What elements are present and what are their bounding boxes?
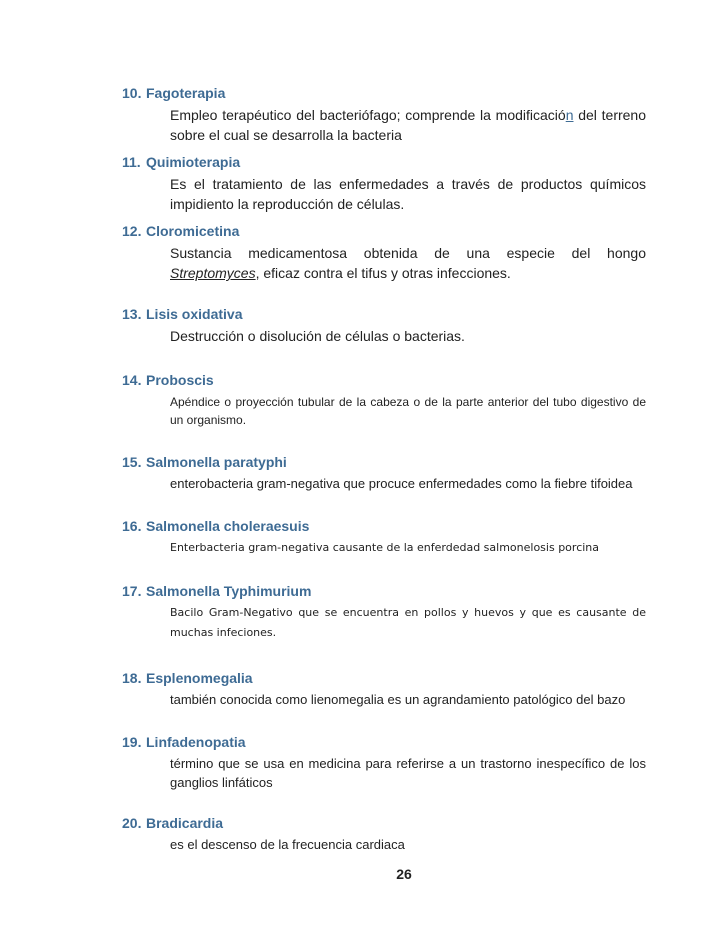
- entry-title: Salmonella paratyphi: [146, 454, 287, 470]
- entry-number: 15.: [122, 454, 142, 470]
- entry-title: Cloromicetina: [146, 223, 240, 239]
- marked-letter: n: [565, 107, 574, 123]
- entry-definition: es el descenso de la frecuencia cardiaca: [170, 837, 405, 852]
- entry-definition: enterobacteria gram-negativa que procuce enfermedades como la fiebre tifoidea: [170, 476, 633, 491]
- entry-heading: [122, 85, 646, 102]
- entry-heading: [122, 583, 646, 600]
- glossary-entry-salmonella-typhimurium: [122, 583, 646, 643]
- genus-name: Streptomyces: [170, 265, 256, 281]
- entry-title: Quimioterapia: [146, 154, 241, 170]
- entry-title: Fagoterapia: [146, 85, 226, 101]
- entry-definition: término que se usa en medicina para referirse a un trastorno inespecífico de los ganglios linfáticos: [170, 756, 646, 790]
- glossary-entry-salmonella-choleraesuis: [122, 518, 646, 558]
- entry-number: 10.: [122, 85, 142, 101]
- entry-title: Esplenomegalia: [146, 670, 253, 686]
- entry-number: 13.: [122, 306, 142, 322]
- glossary-entry-salmonella-paratyphi: [122, 454, 646, 493]
- entry-number: 20.: [122, 815, 142, 831]
- entry-heading: [122, 454, 646, 471]
- entry-title: Salmonella choleraesuis: [146, 518, 310, 534]
- entry-definition: Empleo terapéutico del bacteriófago; comprende la modificación del terreno sobre el cual se desarrolla la bacteria: [170, 107, 646, 143]
- entry-number: 17.: [122, 583, 142, 599]
- entry-definition: Enterbacteria gram-negativa causante de la enferdedad salmonelosis porcina: [170, 541, 600, 554]
- entry-title: Lisis oxidativa: [146, 306, 243, 322]
- glossary-entry-lisis-oxidativa: [122, 306, 646, 346]
- entry-number: 11.: [122, 154, 141, 170]
- glossary-entry-proboscis: [122, 372, 646, 429]
- entry-definition: Es el tratamiento de las enfermedades a través de productos químicos impidiento la reproducción de células.: [170, 176, 646, 212]
- glossary-entry-linfadenopatia: [122, 734, 646, 792]
- glossary-entry-fagoterapia: [122, 85, 646, 145]
- entry-heading: [122, 815, 646, 832]
- glossary-entry-cloromicetina: [122, 223, 646, 283]
- entry-heading: [122, 154, 646, 171]
- entry-number: 14.: [122, 372, 142, 388]
- entry-definition: Destrucción o disolución de células o bacterias.: [170, 328, 465, 344]
- entry-number: 18.: [122, 670, 142, 686]
- glossary-entry-quimioterapia: [122, 154, 646, 214]
- entry-heading: [122, 518, 646, 535]
- entry-definition: también conocida como lienomegalia es un agrandamiento patológico del bazo: [170, 692, 626, 707]
- entry-number: 19.: [122, 734, 142, 750]
- entry-title: Proboscis: [146, 372, 214, 388]
- entry-title: Bradicardia: [146, 815, 224, 831]
- page-number: 26: [396, 866, 412, 882]
- entry-heading: [122, 734, 646, 751]
- entry-title: Linfadenopatia: [146, 734, 246, 750]
- entry-heading: [122, 670, 646, 687]
- entry-number: 16.: [122, 518, 142, 534]
- entry-title: Salmonella Typhimurium: [146, 583, 312, 599]
- glossary-entry-bradicardia: [122, 815, 646, 854]
- entry-definition: Apéndice o proyección tubular de la cabeza o de la parte anterior del tubo digestivo de un organismo.: [170, 395, 646, 427]
- entry-definition: Bacilo Gram-Negativo que se encuentra en pollos y huevos y que es causante de muchas infeciones.: [170, 606, 646, 639]
- entry-number: 12.: [122, 223, 142, 239]
- entry-definition: Sustancia medicamentosa obtenida de una especie del hongo Streptomyces, eficaz contra el tifus y otras infecciones.: [170, 245, 646, 281]
- entry-heading: [122, 223, 646, 240]
- entry-heading: [122, 306, 646, 323]
- glossary-entry-esplenomegalia: [122, 670, 646, 709]
- entry-heading: [122, 372, 646, 389]
